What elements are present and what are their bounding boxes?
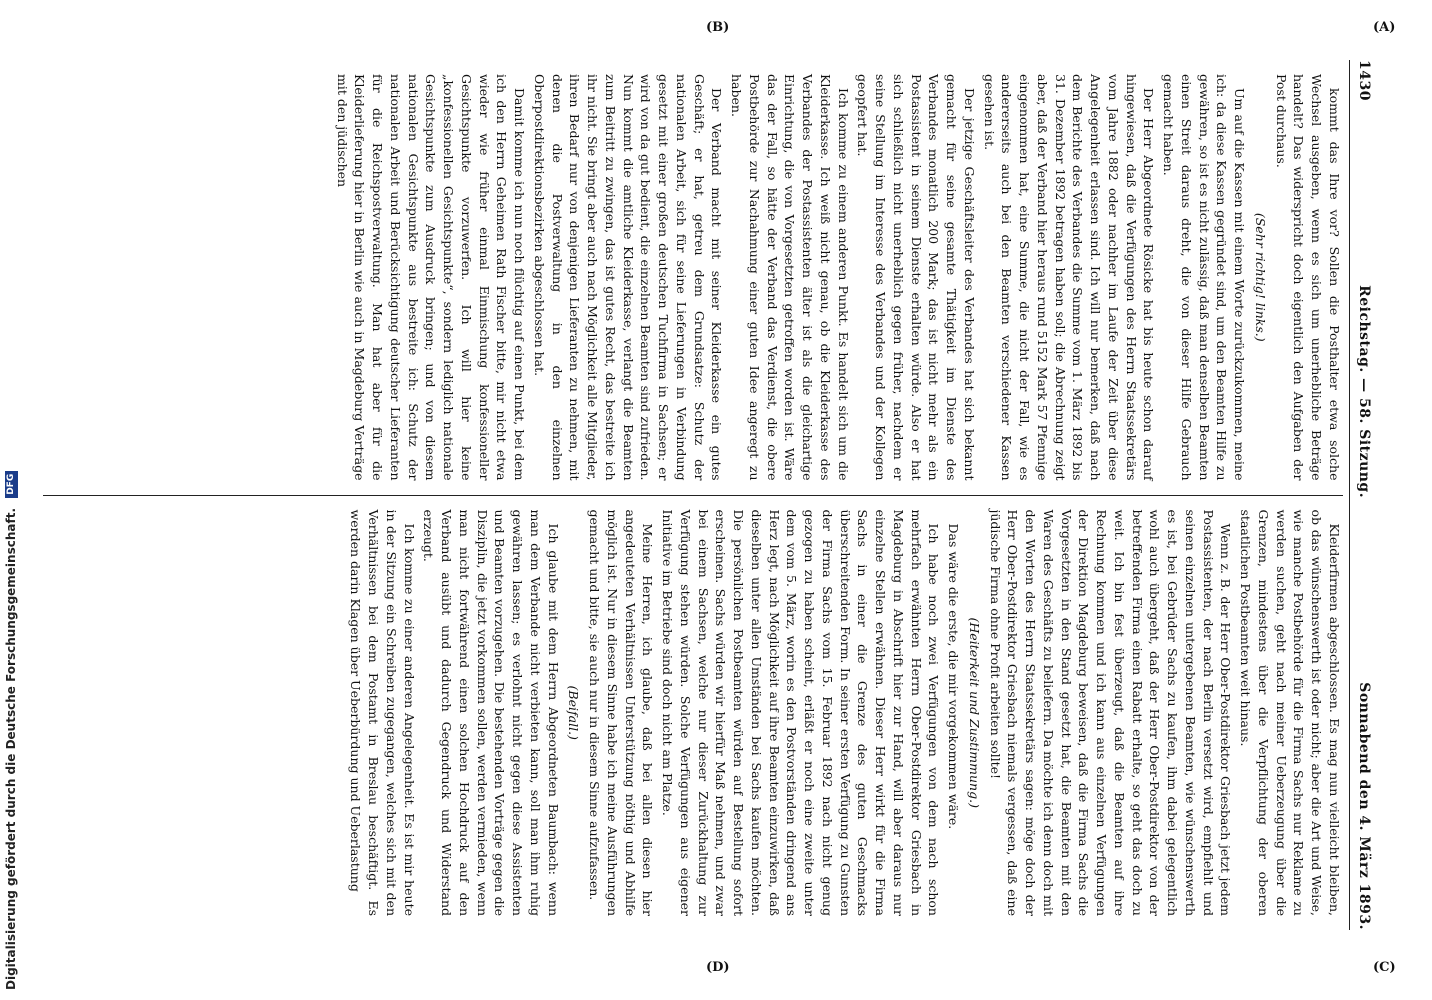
interjection: (Sehr richtig! links.) xyxy=(1253,212,1268,342)
paragraph: Ich habe noch zwei Verfügungen von dem nach schon mehrfach erwähnten Herrn Ober-Postdirektor Griesbach in Magdeburg in Abschrift hier zur Hand, will aber daraus nur einzelne Stellen erwähnen. Dieser Herr wirkt für die Firma Sachs in einer die Grenze des guten Geschmacks überschreitenden Form. In seiner ersten Verfügung zu Gunsten der Firma Sachs vom 15. Februar 1892 nach nicht genug gezogen zu haben scheint, erläßt er noch eine zweite unter dem vom 5. März, worin es den Postvorständen dringend ans Herz legt, nach Möglichkeit auf ihre Beamten einzuwirken, daß dieselben unter allen Umständen bei Sachs kaufen möchten. Die persönlichen Postbeamten würden auf Bestellung sofort erscheinen. Sachs würden wir hierfür Maß nehmen, und zwar bei einem Sachsen, welche nur dieser Zurückhaltung zur Verfügung stehen würden. Solche Verfügungen aus eigener Initiative im Betriebe sind doch nicht am Platze. xyxy=(660,509,942,916)
marker-b: (B) xyxy=(706,20,730,35)
interjection: (Heiterkeit und Zustimmung.) xyxy=(967,617,982,808)
paragraph: Kleiderfirmen abgeschlossen. Es mag nun vielleicht bleiben, ob das wünschenswerth ist oder nicht; aber die Art und Weise, wie manche Postbehörde für die Firma Sachs nur Reklame zu werden suchen, geht nach meiner Ueberzeugung über die Grenzen, mindestens über die Verpflichtung der oberen staatlichen Postbeamten weit hinaus. xyxy=(1238,509,1342,916)
marker-c: (C) xyxy=(1373,960,1396,975)
marker-a: (A) xyxy=(1373,20,1396,35)
paragraph: Damit komme ich nun noch flüchtig auf einen Punkt, bei dem ich den Herrn Geheimen Rath Fischer bitte, mir nicht etwa wieder wie früher einmal Einmischung konfessioneller Gesichtspunkte vorzuwerfen. Ich will hier keine „konfessionellen Gesichtspunkte“, sondern lediglich nationale Gesichtspunkte zum Ausdruck bringen; und von diesem nationalen Gesichtspunkte aus bestreite ich: Schutz der nationalen Arbeit und Berücksichtigung deutscher Lieferanten für die Reichspostverwaltung. Man hat aber für die Kleiderlieferung hier in Berlin wie auch in Magdeburg Verträge mit den jüdischen xyxy=(334,74,528,481)
text-columns xyxy=(43,60,1343,930)
paragraph: kommt das Ihre vor? Sollen die Posthalter etwa solche Wechsel ausgeben, wenn es sich um unerhebliche Beträge handelt? Das widerspricht doch eigentlich den Aufgaben der Post durchaus. xyxy=(1273,74,1342,481)
left-column xyxy=(43,60,1343,495)
paragraph: Der Herr Abgeordnete Rösicke hat bis heute schon darauf hingewiesen, daß die Verfügungen des Herrn Staatssekretärs vom Jahre 1882 oder nachher im Laufe der Zeit über diese Angelegenheit erlassen sind. Ich will nur bemerken, daß nach dem Berichte des Verbandes die Summe vom 1. März 1892 bis 31. Dezember 1892 betragen haben soll; die Abrechnung zeigt aber, daß der Verband hier heraus rund 5152 Mark 57 Pfennige eingenommen hat, eine Summe, die nicht der Fall, wie es andererseits auch bei den Beamten verschiedener Kassen gesehen ist. xyxy=(981,74,1157,481)
paragraph: Ich komme zu einer anderen Angelegenheit. Es ist mir heute in der Sitzung ein Schreiben zugegangen, welches sich mit den Verhältnissen bei dem Postamt in Breslau beschäftigt. Es werden darin Klagen über Ueberbürdung und Ueberlastung xyxy=(348,509,417,916)
dfg-logo: DFG xyxy=(5,471,18,498)
footer-text: Digitalisierung gefördert durch die Deutsche Forschungsgemeinschaft. xyxy=(4,507,18,990)
interjection: (Beifall.) xyxy=(566,685,582,740)
right-column xyxy=(43,495,1343,931)
paragraph: Der Verband macht mit seiner Kleiderkasse ein gutes Geschäft; er hat, getreu dem Grundsatze: Schutz der nationalen Arbeit, sich für seine Lieferungen in Verbindung gesetzt mit einer großen deutschen Tuchfirma in Sachsen; er wird von da gut bedient, die einzelnen Beamten sind zufrieden. Nun kommt die amtliche Kleiderkasse, verlangt die Beamten zum Beitritt zu zwingen, das ist gutes Recht, das bestreite ich ihr nicht. Sie bringt aber auch nach Möglichkeit alle Mitglieder, ihren Bedarf nur von denjenigen Lieferanten zu nehmen, mit denen die Postverwaltung in den einzelnen Oberpostdirektionsbezirken abgeschlossen hat. xyxy=(532,74,725,481)
paragraph: Wenn z. B. der Herr Ober-Postdirektor Griesbach jetzt jedem Postassistenten, der nach Berlin versetzt wird, empfiehlt und seinen einzelnen untergebenen Beamten, wie wünschenswerth es ist, bei Gebrüder Sachs zu kaufen, ihm dabei gelegentlich wohl auch übergeht, daß der Herr Ober-Postdirektor von der betreffenden Firma einen Rabatt erhalte, so geht das doch zu weit. Ich bin fest überzeugt, daß die Beamten auf ihre Rechnung kommen und ich kann aus einzelnen Verfügungen der Direktion Magdeburg beweisen, daß die Firma Sachs die Vorgesetzten in den Stand gesetzt hat, die Beamten mit den Waren des Geschäfts zu beliefern. Da möchte ich denn doch mit den Worten des Herrn Staatssekretärs sagen: möge doch der Herr Ober-Postdirektor Griesbach niemals vergessen, daß eine jüdische Firma ohne Profit arbeiten sollte! xyxy=(987,509,1234,916)
paragraph: Ich komme zu einem anderen Punkt. Es handelt sich um die Kleiderkasse. Ich weiß nicht genau, ob die Kleiderkasse des Verbandes der Postassistenten älter ist als die gleichartige Einrichtung, die von Vorgesetzten getroffen worden ist. Wäre das der Fall, so hätte der Verband das Verdienst, die obere Postbehörde zur Nachahmung einer guten Idee angeregt zu haben. xyxy=(729,74,851,481)
page-number: 1430 xyxy=(1356,60,1372,101)
paragraph: Das wäre die erste, die mir vorgekommen wäre. xyxy=(946,523,962,830)
paragraph: Ich glaube mit dem Herrn Abgeordneten Baumbach: wenn man dem Verbande nicht verbieten kann, soll man ihm ruhig gewähren lassen; es verlohnt nicht gegen diese Assistenten und Beamten vorzugehen. Die bestehenden Vorträge gegen die Disziplin, die jetzt vorkommen sollen, werden vermieden, wenn man nicht fortwährend einen solchen Hochdruck auf den Verband ausübt und dadurch Gegendruck und Widerstand erzeugt. xyxy=(421,509,561,916)
session-date: Sonnabend den 4. März 1893. xyxy=(1356,682,1372,930)
session-title: Reichstag. — 58. Sitzung. xyxy=(1356,285,1372,499)
marker-d: (D) xyxy=(706,960,730,975)
paragraph: Meine Herren, ich glaube, daß bei allen diesen hier angedeuteten Verhältnissen Unterstützung nöthig und Abhilfe möglich ist. Nur in diesem Sinne habe ich meine Ausführungen gemacht und bitte, sie auch nur in diesem Sinne aufzufassen. xyxy=(587,509,656,916)
paragraph: Um auf die Kassen mit einem Worte zurückzukommen, meine ich: da diese Kassen gegründet sind, um den Beamten Hilfe zu gewähren, so ist es nicht zulässig, daß man denselben Beamten einen Streit daraus dreht, die von dieser Hilfe Gebrauch gemacht haben. xyxy=(1161,74,1248,481)
paragraph: Der jetzige Geschäftsleiter des Verbandes hat sich bekannt gemacht für seine gesamte Thätigkeit im Dienste des Verbandes monatlich 200 Mark; das ist nicht mehr als ein Postassistent in seinem Dienste erhalten würde. Also er hat sich schließlich nicht unerheblich gegen früher, nachdem er seine Stellung im Interesse des Verbandes und der Kollegen geopfert hat. xyxy=(855,74,977,481)
page-header xyxy=(1349,60,1372,930)
digitization-footer xyxy=(1,0,21,1000)
